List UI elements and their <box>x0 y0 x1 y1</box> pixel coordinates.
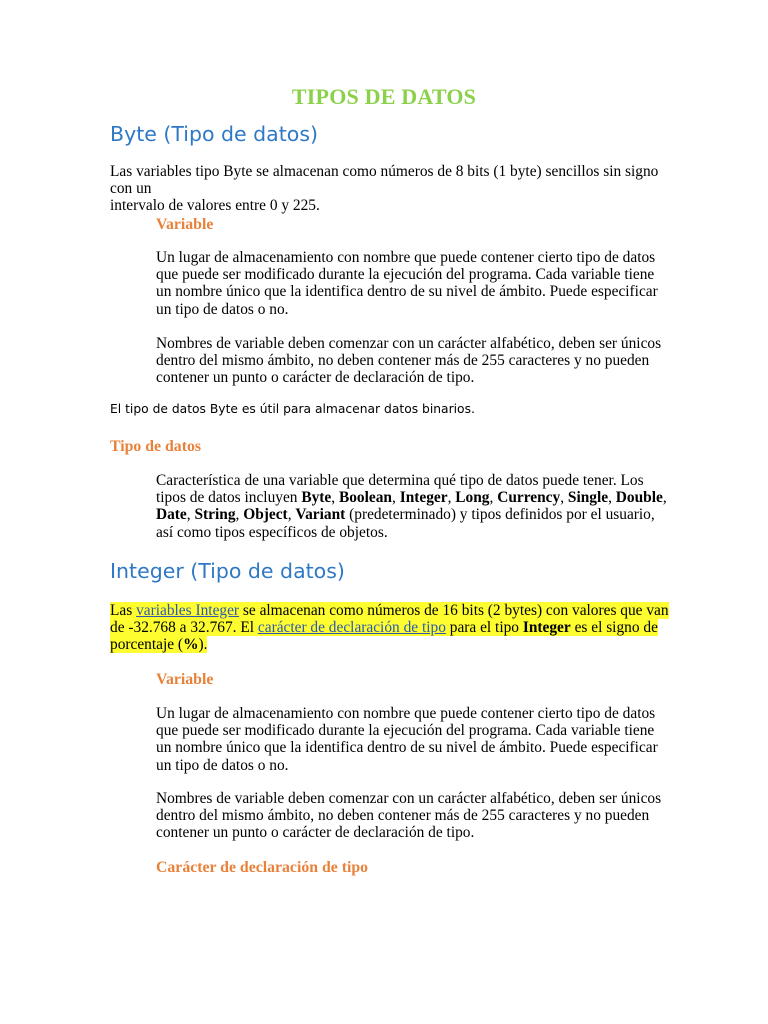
text-fragment: para el tipo <box>445 619 523 637</box>
byte-section-heading: Byte (Tipo de datos) <box>110 122 318 146</box>
tipo-de-datos-heading: Tipo de datos <box>110 438 202 455</box>
separator: , <box>608 489 616 507</box>
integer-intro-text <box>110 602 669 653</box>
separator: , <box>331 489 339 507</box>
tipo-de-datos-paragraph <box>156 472 668 541</box>
byte-intro-line-2: intervalo de valores entre 0 y 225. <box>110 197 320 215</box>
byte-variable-paragraph-2: Nombres de variable deben comenzar con un carácter alfabético, deben ser únicos dentro del mismo ámbito, no deben contener más de 255 caracteres y no pueden contener un punto o carácter de declaración de tipo. <box>156 335 662 387</box>
text-fragment: se almacenan como números de 16 bits (2 bytes) con valores que van de -32.768 a 32.767. El <box>110 602 669 637</box>
type-boolean: Boolean <box>338 489 392 507</box>
separator: , <box>287 506 296 524</box>
integer-variable-paragraph-1: Un lugar de almacenamiento con nombre que puede contener cierto tipo de datos que puede ser modificado durante la ejecución del programa. Cada variable tiene un nombre único que la identifica dentro de su nivel de ámbito. Puede especificar un tipo de datos o no. <box>156 705 658 774</box>
variables-integer-link[interactable]: variables Integer <box>136 602 240 619</box>
byte-variable-paragraph-1: Un lugar de almacenamiento con nombre que puede contener cierto tipo de datos que puede ser modificado durante la ejecución del programa. Cada variable tiene un nombre único que la identifica dentro de su nivel de ámbito. Puede especificar un tipo de datos o no. <box>156 249 658 318</box>
tipo-paragraph-end: (predeterminado) y tipos definidos por el usuario, así como tipos específicos de objetos. <box>156 506 655 541</box>
separator: , <box>447 489 456 507</box>
byte-note: El tipo de datos Byte es útil para almacenar datos binarios. <box>110 402 475 416</box>
type-object: Object <box>243 506 288 524</box>
type-date: Date <box>156 506 187 524</box>
type-byte: Byte <box>301 489 332 507</box>
type-variant: Variant <box>295 506 346 524</box>
document-title: TIPOS DE DATOS <box>291 84 477 109</box>
separator: , <box>235 506 244 524</box>
type-single: Single <box>567 489 609 507</box>
tipo-paragraph-start: Característica de una variable que determina qué tipo de datos puede tener. Los tipos de datos incluyen <box>156 472 644 507</box>
separator: , <box>392 489 400 507</box>
integer-section-heading: Integer (Tipo de datos) <box>110 559 345 583</box>
caracter-declaracion-heading: Carácter de declaración de tipo <box>156 859 369 876</box>
type-long: Long <box>455 489 490 507</box>
text-fragment: es el signo de porcentaje ( <box>110 619 658 654</box>
byte-variable-heading: Variable <box>156 216 214 233</box>
type-double: Double <box>615 489 663 507</box>
byte-intro-line-1: Las variables tipo Byte se almacenan como números de 8 bits (1 byte) sencillos sin signo con un <box>110 163 659 198</box>
text-fragment: Las <box>110 602 137 619</box>
separator: , <box>662 489 667 507</box>
text-fragment: ). <box>198 636 208 654</box>
caracter-declaracion-link[interactable]: carácter de declaración de tipo <box>257 619 446 637</box>
separator: , <box>186 506 195 524</box>
type-integer: Integer <box>399 489 448 507</box>
separator: , <box>489 489 498 507</box>
integer-bold: Integer <box>522 619 571 637</box>
type-currency: Currency <box>497 489 561 507</box>
percent-sign: % <box>183 636 199 654</box>
separator: , <box>560 489 568 507</box>
integer-variable-heading: Variable <box>156 671 214 688</box>
integer-intro-paragraph <box>110 602 670 654</box>
type-string: String <box>194 506 236 524</box>
byte-intro-paragraph <box>110 163 670 215</box>
integer-variable-paragraph-2: Nombres de variable deben comenzar con un carácter alfabético, deben ser únicos dentro del mismo ámbito, no deben contener más de 255 caracteres y no pueden contener un punto o carácter de declaración de tipo. <box>156 790 662 842</box>
